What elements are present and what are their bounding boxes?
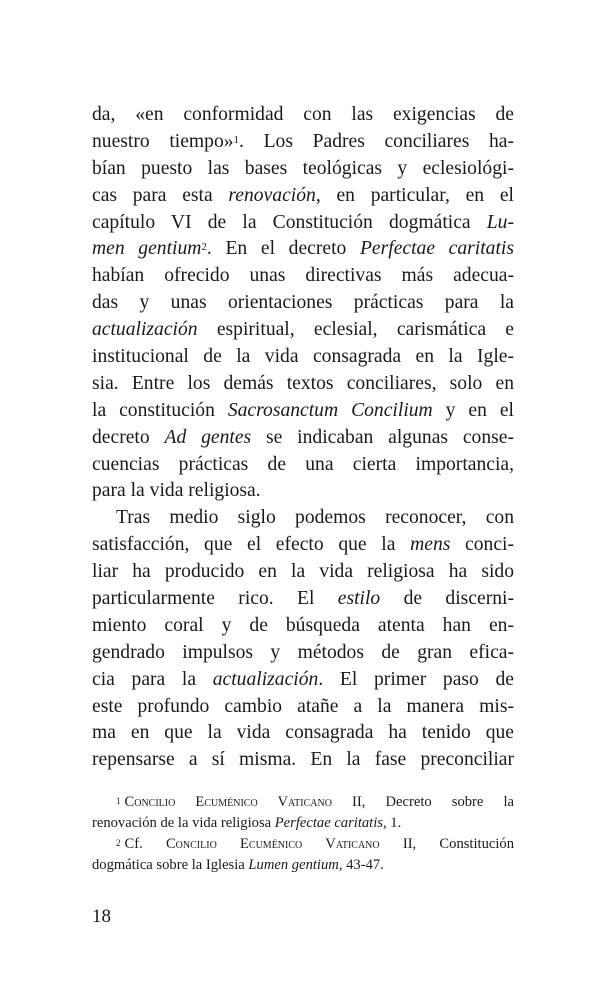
text-line <box>92 720 514 747</box>
text-span: se indicaban algunas conse- <box>251 426 514 448</box>
text-span: este profundo cambio atañe a la manera mis- <box>92 695 514 717</box>
text-span: y en el <box>432 399 515 421</box>
footnote-ref-1: 1 <box>233 133 240 146</box>
text-span: repensarse a sí misma. En la fase preconciliar <box>92 749 514 771</box>
text-line <box>92 452 514 479</box>
paragraph-1 <box>92 102 514 505</box>
text-span: II, Decreto sobre la <box>331 794 514 810</box>
text-span: dogmática sobre la Iglesia <box>92 857 249 873</box>
italic-term: actualización <box>212 668 319 690</box>
author-smallcaps: Concilio Ecuménico Vaticano <box>124 794 332 810</box>
italic-term: Sacrosanctum Concilium <box>227 399 433 421</box>
text-span: ma en que la vida consagrada ha tenido que <box>92 722 514 744</box>
main-text <box>92 102 514 774</box>
italic-term: Perfectae caritatis <box>359 238 514 260</box>
paragraph-2 <box>92 505 514 774</box>
text-span: . En el decreto <box>206 238 360 260</box>
text-line <box>92 667 514 694</box>
text-line <box>92 102 514 129</box>
footnote-2-line <box>92 855 514 876</box>
text-span: cuencias prácticas de una cierta importancia, <box>92 453 514 475</box>
text-span: liar ha producido en la vida religiosa ha sido <box>92 561 514 583</box>
footnote-1-line <box>92 813 514 834</box>
text-span: particularmente rico. El <box>92 588 338 610</box>
text-span: bían puesto las bases teológicas y eclesiológi- <box>92 157 514 179</box>
text-span: . El primer paso de <box>318 668 515 690</box>
text-line <box>92 344 514 371</box>
text-line <box>92 183 514 210</box>
text-span: Cf. <box>124 836 166 852</box>
text-line <box>92 694 514 721</box>
text-span: Tras medio siglo podemos reconocer, con <box>116 507 514 529</box>
text-span: 43-47. <box>342 857 384 873</box>
italic-term: renovación <box>228 184 316 206</box>
text-span: espiritual, eclesial, carismática e <box>197 319 514 341</box>
footnotes <box>92 792 514 876</box>
footnote-ref-2: 2 <box>201 241 207 254</box>
italic-term: mens <box>410 534 451 556</box>
text-line <box>92 586 514 613</box>
text-line <box>92 747 514 774</box>
text-line <box>92 210 514 237</box>
text-span: la constitución <box>92 399 228 421</box>
italic-term: Lumen gentium, <box>248 857 343 873</box>
text-span: para la vida religiosa. <box>92 480 261 502</box>
text-span: capítulo VI de la Constitución dogmática <box>92 211 487 233</box>
text-span: de discerni- <box>380 588 514 610</box>
italic-term: men gentium <box>92 238 202 260</box>
text-line <box>92 478 514 505</box>
text-span: . Los Padres conciliares ha- <box>239 130 514 152</box>
text-line <box>92 640 514 667</box>
text-line <box>92 398 514 425</box>
text-span: das y unas orientaciones prácticas para la <box>92 292 514 314</box>
text-line <box>92 129 514 156</box>
text-line <box>92 613 514 640</box>
text-span: sia. Entre los demás textos conciliares, solo en <box>92 372 514 394</box>
text-span: miento coral y de búsqueda atenta han en- <box>92 614 514 636</box>
text-span: cas para esta <box>92 184 229 206</box>
italic-term: Lu- <box>486 211 514 233</box>
text-line <box>92 532 514 559</box>
text-span: , en particular, en el <box>315 184 514 206</box>
text-line <box>92 559 514 586</box>
text-line <box>92 425 514 452</box>
text-line <box>92 371 514 398</box>
text-span: satisfacción, que el efecto que la <box>92 534 411 556</box>
text-line <box>92 236 514 263</box>
text-span: 1. <box>386 815 402 831</box>
italic-term: actualización <box>92 319 198 341</box>
text-span: gendrado impulsos y métodos de gran efica- <box>92 641 514 663</box>
text-span: II, Constitución <box>379 836 515 852</box>
page-number: 18 <box>92 906 111 927</box>
text-line <box>92 505 514 532</box>
footnote-1-line <box>92 792 514 813</box>
footnote-number: 1 <box>116 796 121 806</box>
text-span: decreto <box>92 426 165 448</box>
text-span: conci- <box>450 534 514 556</box>
text-span: cia para la <box>92 668 213 690</box>
italic-term: estilo <box>337 588 381 610</box>
italic-term: Perfectae caritatis, <box>274 815 387 831</box>
text-span: institucional de la vida consagrada en la Igle- <box>92 346 514 368</box>
footnote-number: 2 <box>116 838 121 848</box>
text-line <box>92 263 514 290</box>
author-smallcaps: Concilio Ecuménico Vaticano <box>165 836 380 852</box>
italic-term: Ad gentes <box>164 426 252 448</box>
text-line <box>92 156 514 183</box>
text-line <box>92 290 514 317</box>
text-span: da, «en conformidad con las exigencias de <box>92 104 514 125</box>
text-span: renovación de la vida religiosa <box>92 815 275 831</box>
text-line <box>92 317 514 344</box>
text-span: nuestro tiempo» <box>92 130 234 152</box>
footnote-2-line <box>92 834 514 855</box>
text-span: habían ofrecido unas directivas más adecua- <box>92 265 514 287</box>
